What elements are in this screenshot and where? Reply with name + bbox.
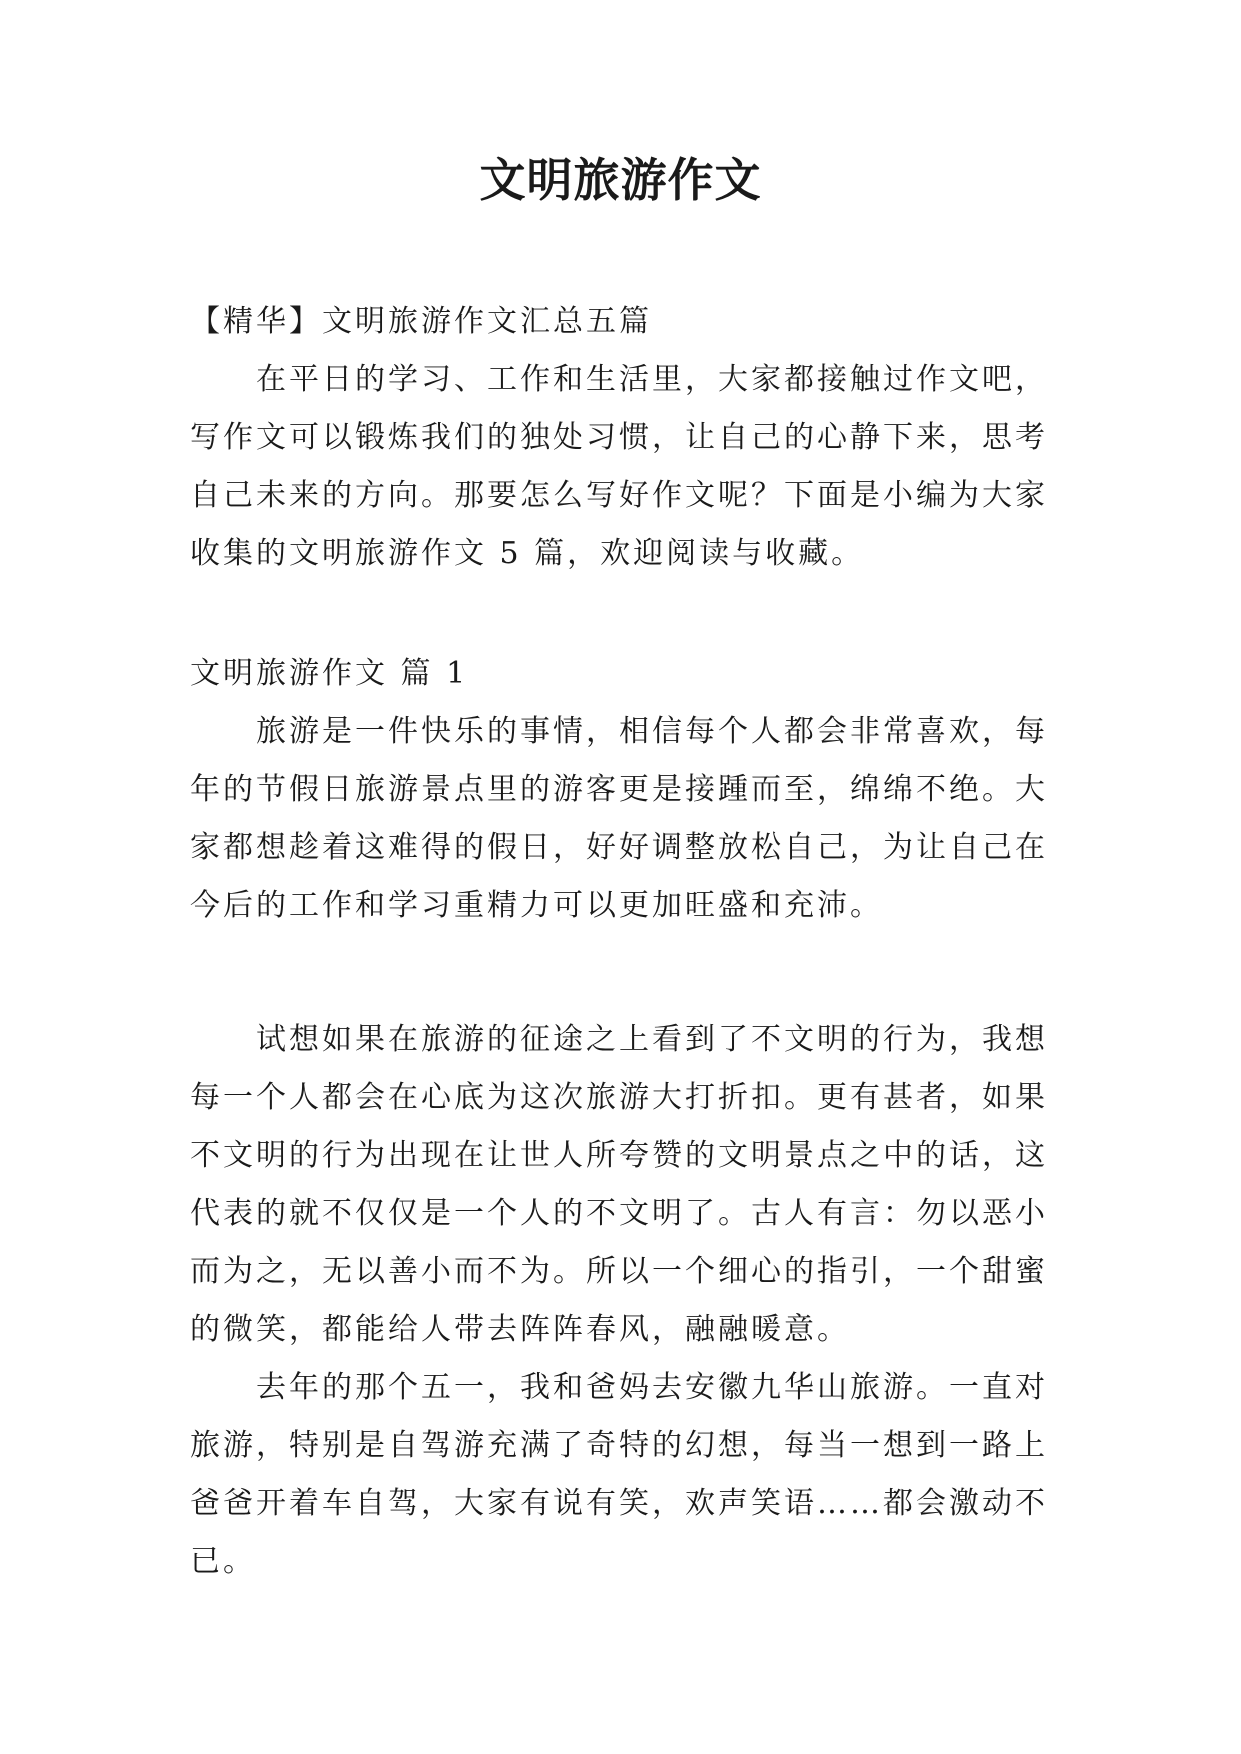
intro-line: 写作文可以锻炼我们的独处习惯，让自己的心静下来，思考 bbox=[190, 420, 1048, 455]
paragraph-line: 的微笑，都能给人带去阵阵春风，融融暖意。 bbox=[190, 1312, 850, 1347]
intro-line: 自己未来的方向。那要怎么写好作文呢？下面是小编为大家 bbox=[190, 478, 1048, 513]
document-body bbox=[190, 293, 1070, 1591]
paragraph-line: 旅游，特别是自驾游充满了奇特的幻想，每当一想到一路上 bbox=[190, 1428, 1048, 1463]
paragraph-line: 已。 bbox=[190, 1544, 256, 1579]
paragraph-line: 代表的就不仅仅是一个人的不文明了。古人有言：勿以恶小 bbox=[190, 1196, 1048, 1231]
paragraph-line: 年的节假日旅游景点里的游客更是接踵而至，绵绵不绝。大 bbox=[190, 772, 1048, 807]
section-heading: 文明旅游作文 篇 1 bbox=[190, 656, 469, 691]
paragraph-line: 试想如果在旅游的征途之上看到了不文明的行为，我想 bbox=[256, 1022, 1048, 1057]
document-title: 文明旅游作文 bbox=[479, 153, 762, 207]
spacer bbox=[190, 935, 1070, 1011]
paragraph-line: 旅游是一件快乐的事情，相信每个人都会非常喜欢，每 bbox=[256, 714, 1048, 749]
paragraph-line: 爸爸开着车自驾，大家有说有笑，欢声笑语……都会激动不 bbox=[190, 1486, 1048, 1521]
spacer bbox=[190, 583, 1070, 645]
paragraph-line: 家都想趁着这难得的假日，好好调整放松自己，为让自己在 bbox=[190, 830, 1048, 865]
paragraph-1 bbox=[190, 703, 1070, 935]
paragraph-line: 而为之，无以善小而不为。所以一个细心的指引，一个甜蜜 bbox=[190, 1254, 1048, 1289]
document-subtitle: 【精华】文明旅游作文汇总五篇 bbox=[190, 304, 652, 339]
paragraph-line: 不文明的行为出现在让世人所夸赞的文明景点之中的话，这 bbox=[190, 1138, 1048, 1173]
intro-line: 收集的文明旅游作文 5 篇，欢迎阅读与收藏。 bbox=[190, 536, 865, 571]
paragraph-line: 去年的那个五一，我和爸妈去安徽九华山旅游。一直对 bbox=[256, 1370, 1048, 1405]
intro-line: 在平日的学习、工作和生活里，大家都接触过作文吧， bbox=[256, 362, 1048, 397]
paragraph-line: 每一个人都会在心底为这次旅游大打折扣。更有甚者，如果 bbox=[190, 1080, 1048, 1115]
intro-paragraph bbox=[190, 351, 1070, 583]
paragraph-3 bbox=[190, 1359, 1070, 1591]
paragraph-line: 今后的工作和学习重精力可以更加旺盛和充沛。 bbox=[190, 888, 883, 923]
paragraph-2 bbox=[190, 1011, 1070, 1359]
